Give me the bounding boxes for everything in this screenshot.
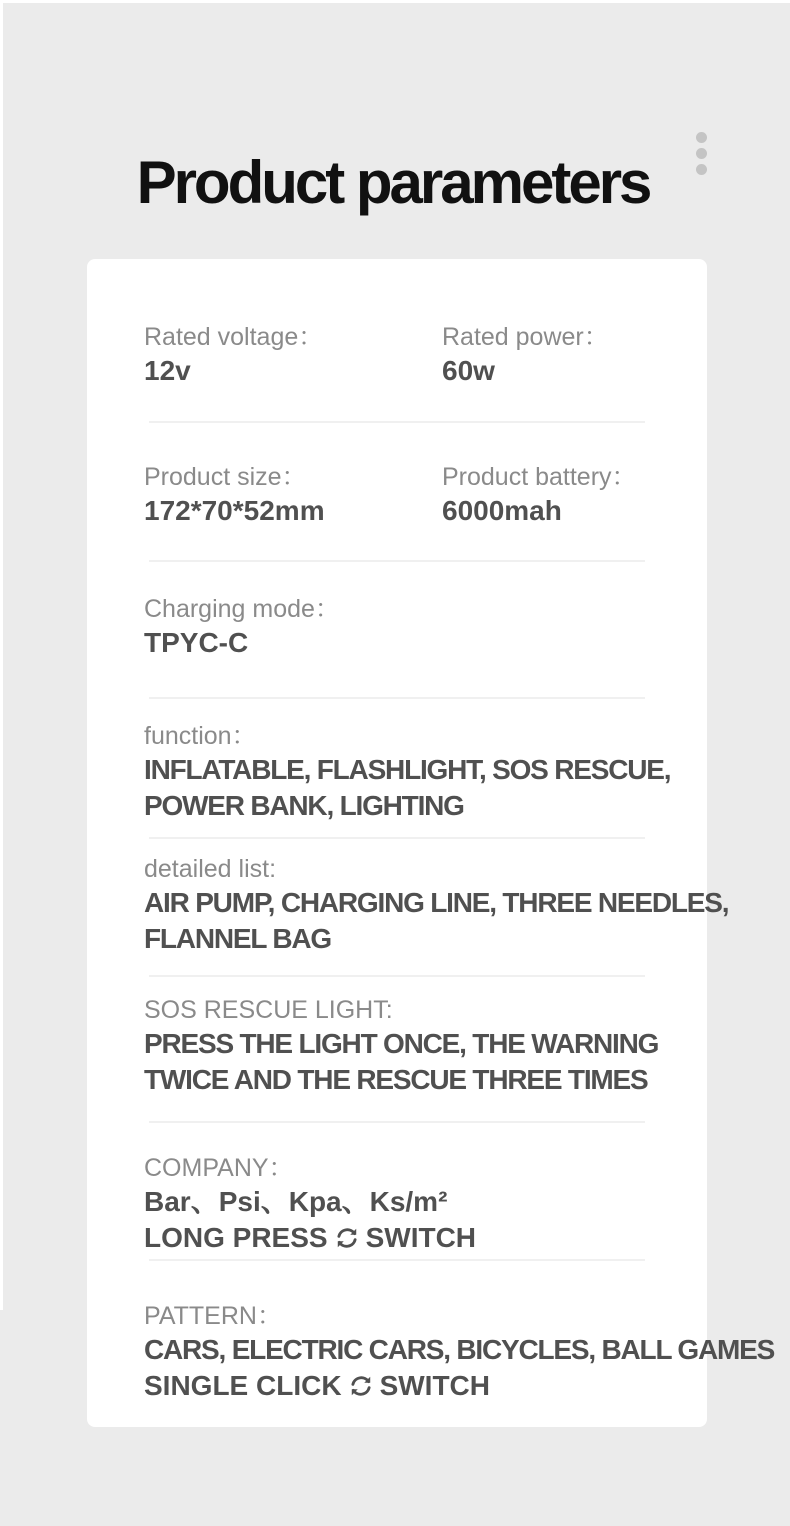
param-value-text: SWITCH — [379, 1370, 490, 1401]
param-label: function： — [144, 722, 257, 750]
param-label: Rated power： — [442, 323, 609, 351]
page-title: Product parameters — [136, 149, 650, 216]
param-value-line: AIR PUMP, CHARGING LINE, THREE NEEDLES, — [144, 887, 729, 918]
divider — [149, 1259, 645, 1261]
param-product-battery — [442, 461, 637, 529]
param-detailed-list — [144, 853, 729, 957]
param-label: Charging mode： — [144, 595, 340, 623]
param-sos-light — [144, 994, 704, 1098]
divider — [149, 1121, 645, 1123]
param-label: Rated voltage： — [144, 323, 324, 351]
param-value-text: SINGLE CLICK — [144, 1370, 342, 1401]
param-label: Product battery： — [442, 463, 637, 491]
param-value-line: PRESS THE LIGHT ONCE, THE WARNING — [144, 1028, 659, 1059]
param-value-line: CARS, ELECTRIC CARS, BICYCLES, BALL GAMES — [144, 1334, 775, 1365]
parameters-card — [87, 259, 775, 1427]
param-company — [144, 1152, 704, 1256]
param-value-line: INFLATABLE, FLASHLIGHT, SOS RESCUE, — [144, 754, 671, 785]
divider — [149, 975, 645, 977]
param-rated-voltage — [144, 321, 323, 389]
param-value: 6000mah — [442, 495, 562, 526]
vertical-dots-icon[interactable] — [694, 132, 708, 182]
param-value: 60w — [442, 355, 495, 386]
param-function — [144, 720, 704, 824]
param-value-text: SWITCH — [365, 1222, 477, 1253]
param-value-line: FLANNEL BAG — [144, 923, 331, 954]
page-edge-top — [0, 0, 790, 3]
param-value-line: TWICE AND THE RESCUE THREE TIMES — [144, 1064, 648, 1095]
param-label: COMPANY： — [144, 1154, 294, 1182]
param-value: 12v — [144, 355, 191, 386]
param-label: Product size： — [144, 463, 307, 491]
divider — [149, 837, 645, 839]
param-label: PATTERN： — [144, 1302, 282, 1330]
refresh-icon — [334, 1225, 360, 1251]
param-label: SOS RESCUE LIGHT: — [144, 996, 393, 1024]
divider — [149, 421, 645, 423]
param-value: TPYC-C — [144, 627, 249, 658]
param-rated-power — [442, 321, 609, 389]
param-value-text: LONG PRESS — [144, 1222, 328, 1253]
param-pattern — [144, 1300, 775, 1404]
param-value-line — [144, 1368, 704, 1404]
param-value-line: Bar、Psi、Kpa、Ks/m² — [144, 1186, 448, 1217]
param-label: detailed list: — [144, 855, 277, 883]
refresh-icon — [348, 1373, 374, 1399]
param-value: 172*70*52mm — [144, 495, 325, 526]
param-value-line: POWER BANK, LIGHTING — [144, 790, 464, 821]
param-product-size — [144, 461, 325, 529]
param-value-line — [144, 1220, 704, 1256]
divider — [149, 560, 645, 562]
param-charging-mode — [144, 593, 704, 661]
divider — [149, 697, 645, 699]
